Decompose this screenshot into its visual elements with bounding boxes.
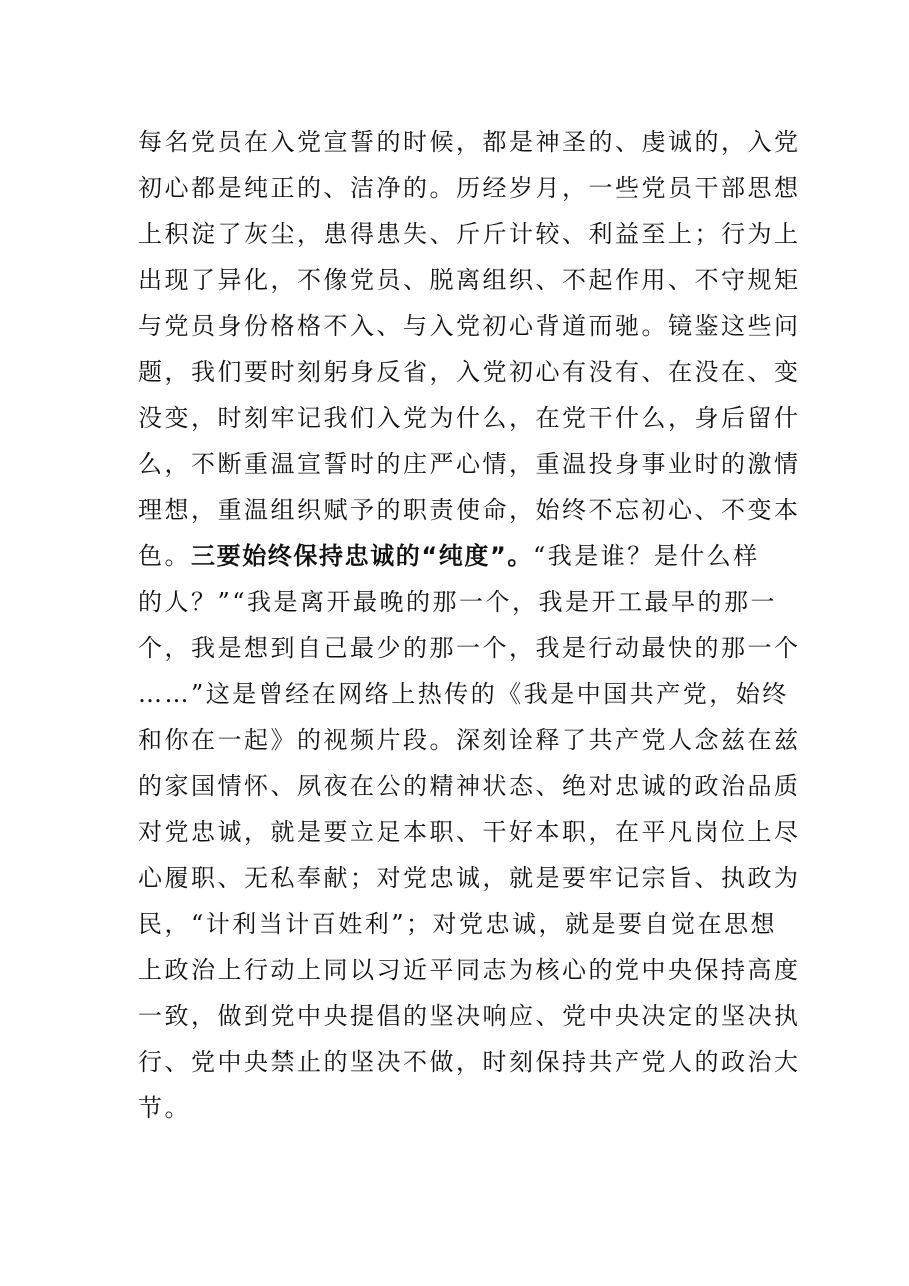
text-line: 与党员身份格格不入、与入党初心背道而驰。镜鉴这些问 [138,312,801,340]
text-line: 一致，做到党中央提倡的坚决响应、党中央决定的坚决执 [138,1002,801,1030]
text-line: 行、党中央禁止的坚决不做，时刻保持共产党人的政治大 [138,1048,801,1076]
text-line: 出现了异化，不像党员、脱离组织、不起作用、不守规矩 [138,266,801,294]
text-line: 对党忠诚，就是要立足本职、干好本职，在平凡岗位上尽 [138,818,801,846]
text-line: 个，我是想到自己最少的那一个，我是行动最快的那一个 [138,634,801,662]
text-line: 题，我们要时刻躬身反省，入党初心有没有、在没在、变 [138,358,801,386]
text-segment: 色。 [138,542,191,570]
text-line: ……”这是曾经在网络上热传的《我是中国共产党，始终 [138,680,789,708]
text-line: 上积淀了灰尘，患得患失、斤斤计较、利益至上；行为上 [138,220,801,248]
text-line-with-heading [138,536,778,576]
text-line: 每名党员在入党宣誓的时候，都是神圣的、虔诚的，入党 [138,128,801,156]
text-line: 初心都是纯正的、洁净的。历经岁月，一些党员干部思想 [138,174,801,202]
text-line: 没变，时刻牢记我们入党为什么，在党干什么，身后留什 [138,404,801,432]
text-line: 的家国情怀、夙夜在公的精神状态、绝对忠诚的政治品质 [138,772,801,800]
section-heading: 三要始终保持忠诚的“纯度”。 [191,542,533,570]
text-line: 和你在一起》的视频片段。深刻诠释了共产党人念兹在兹 [138,726,801,754]
text-line: 理想，重温组织赋予的职责使命，始终不忘初心、不变本 [138,496,801,524]
text-line: 上政治上行动上同以习近平同志为核心的党中央保持高度 [138,956,801,984]
text-line: 心履职、无私奉献；对党忠诚，就是要牢记宗旨、执政为 [138,864,801,892]
text-line: 的人？”“我是离开最晚的那一个，我是开工最早的那一 [138,588,778,616]
text-line: 么，不断重温宣誓时的庄严心情，重温投身事业时的激情 [138,450,801,478]
text-line: 节。 [138,1094,191,1122]
text-line: 民，“计利当计百姓利”；对党忠诚，就是要自觉在思想 [138,910,778,938]
text-segment: “我是谁？是什么样 [532,542,760,570]
